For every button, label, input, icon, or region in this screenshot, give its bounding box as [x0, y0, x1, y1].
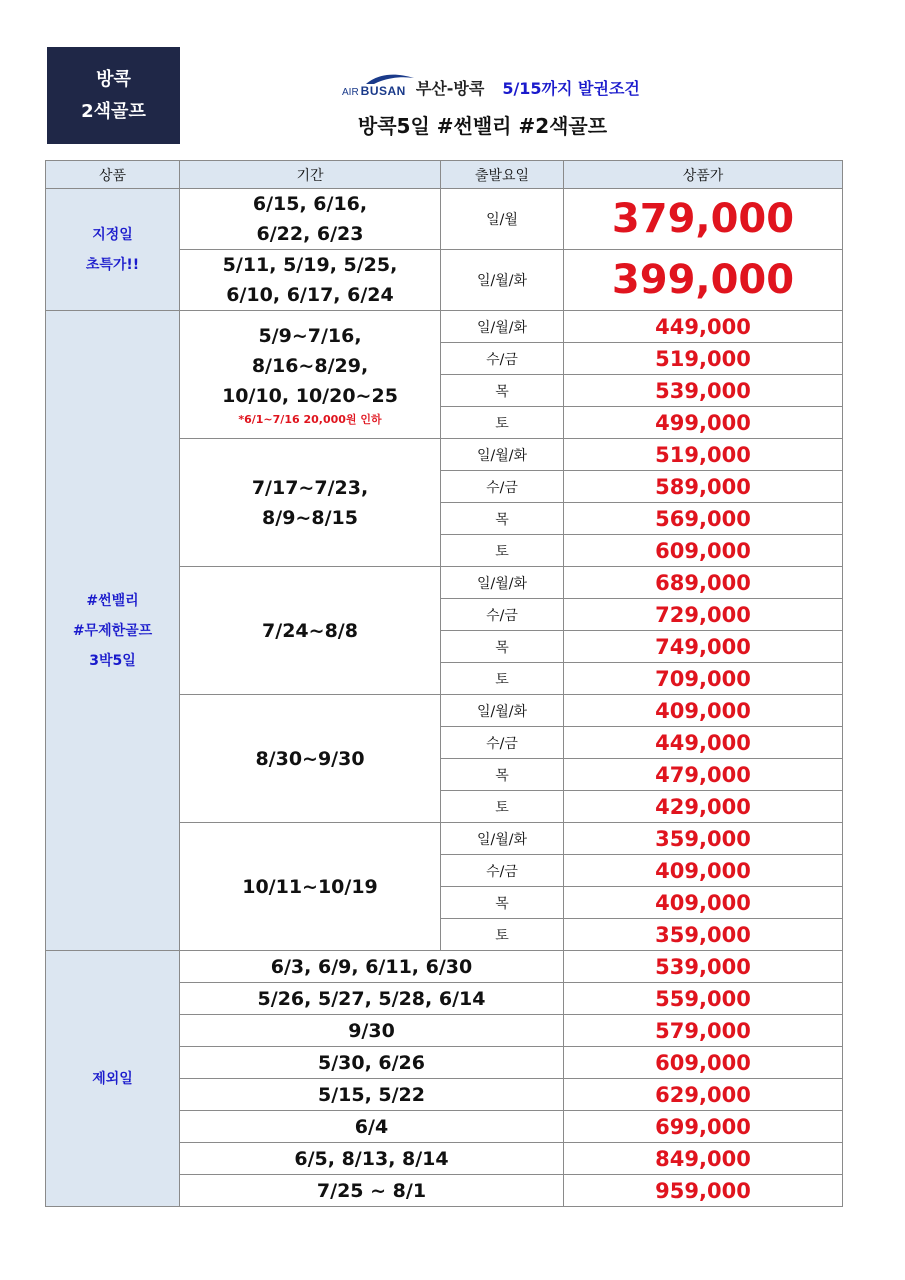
page-subtitle: 방콕5일 #썬밸리 #2색골프: [357, 114, 608, 138]
product-label-excluded: 제외일: [46, 951, 180, 1207]
period-cell: 6/5, 8/13, 8/14: [180, 1143, 564, 1175]
departure-day-cell: 목: [441, 631, 564, 663]
price-cell: 849,000: [564, 1143, 843, 1175]
departure-day-cell: 토: [441, 407, 564, 439]
period-cell: 7/25 ~ 8/1: [180, 1175, 564, 1207]
price-table: [45, 160, 843, 1207]
departure-day-cell: 토: [441, 791, 564, 823]
departure-day-cell: 일/월/화: [441, 567, 564, 599]
departure-day-cell: 토: [441, 663, 564, 695]
price-cell: 409,000: [564, 695, 843, 727]
price-cell: 519,000: [564, 343, 843, 375]
price-cell: 379,000: [564, 189, 843, 250]
logo-air: AIR: [342, 87, 359, 98]
departure-day-cell: 목: [441, 375, 564, 407]
departure-day-cell: 일/월/화: [441, 250, 564, 311]
price-cell: 699,000: [564, 1111, 843, 1143]
period-cell: 9/30: [180, 1015, 564, 1047]
period-cell: 5/15, 5/22: [180, 1079, 564, 1111]
price-cell: 709,000: [564, 663, 843, 695]
price-cell: 609,000: [564, 535, 843, 567]
departure-day-cell: 목: [441, 759, 564, 791]
period-cell: 7/17~7/23, 8/9~8/15: [180, 439, 441, 567]
airbusan-logo: [342, 76, 406, 98]
price-cell: 729,000: [564, 599, 843, 631]
price-cell: 539,000: [564, 951, 843, 983]
price-cell: 959,000: [564, 1175, 843, 1207]
period-cell: 10/11~10/19: [180, 823, 441, 951]
departure-day-cell: 토: [441, 919, 564, 951]
product-label-sunvalley: #썬밸리 #무제한골프 3박5일: [46, 311, 180, 951]
period-cell: 7/24~8/8: [180, 567, 441, 695]
departure-day-cell: 수/금: [441, 855, 564, 887]
price-cell: 499,000: [564, 407, 843, 439]
price-cell: 399,000: [564, 250, 843, 311]
departure-day-cell: 목: [441, 503, 564, 535]
period-cell: 5/9~7/16, 8/16~8/29, 10/10, 10/20~25 *6/1~7/16 20,000원 인하: [180, 311, 441, 439]
table-row: [46, 189, 843, 250]
departure-day-cell: 수/금: [441, 599, 564, 631]
period-cell: 5/26, 5/27, 5/28, 6/14: [180, 983, 564, 1015]
table-row: [46, 311, 843, 343]
period-cell: 6/3, 6/9, 6/11, 6/30: [180, 951, 564, 983]
price-cell: 429,000: [564, 791, 843, 823]
departure-day-cell: 일/월/화: [441, 311, 564, 343]
period-cell: 5/30, 6/26: [180, 1047, 564, 1079]
route-text: 부산-방콕: [415, 78, 485, 98]
price-cell: 409,000: [564, 887, 843, 919]
col-header-price: 상품가: [564, 161, 843, 189]
departure-day-cell: 일/월/화: [441, 439, 564, 471]
period-cell: 6/4: [180, 1111, 564, 1143]
departure-day-cell: 수/금: [441, 343, 564, 375]
price-cell: 479,000: [564, 759, 843, 791]
period-cell: 6/15, 6/16, 6/22, 6/23: [180, 189, 441, 250]
header-line: [342, 72, 640, 102]
price-cell: 579,000: [564, 1015, 843, 1047]
badge-line2: 2색골프: [81, 100, 146, 122]
price-cell: 449,000: [564, 311, 843, 343]
departure-day-cell: 일/월/화: [441, 695, 564, 727]
price-cell: 359,000: [564, 919, 843, 951]
period-cell: 8/30~9/30: [180, 695, 441, 823]
discount-note: *6/1~7/16 20,000원 인하: [238, 412, 382, 426]
logo-busan: BUSAN: [360, 84, 406, 98]
col-header-period: 기간: [180, 161, 441, 189]
table-row: [46, 951, 843, 983]
departure-day-cell: 일/월/화: [441, 823, 564, 855]
price-cell: 449,000: [564, 727, 843, 759]
price-cell: 409,000: [564, 855, 843, 887]
price-cell: 609,000: [564, 1047, 843, 1079]
price-cell: 689,000: [564, 567, 843, 599]
departure-day-cell: 수/금: [441, 471, 564, 503]
departure-day-cell: 일/월: [441, 189, 564, 250]
price-cell: 749,000: [564, 631, 843, 663]
table-header-row: [46, 161, 843, 189]
price-cell: 589,000: [564, 471, 843, 503]
departure-day-cell: 수/금: [441, 727, 564, 759]
price-cell: 359,000: [564, 823, 843, 855]
price-cell: 629,000: [564, 1079, 843, 1111]
price-cell: 519,000: [564, 439, 843, 471]
badge-line1: 방콕: [96, 68, 131, 90]
product-label-special: 지정일 초특가!!: [46, 189, 180, 311]
period-cell: 5/11, 5/19, 5/25, 6/10, 6/17, 6/24: [180, 250, 441, 311]
price-cell: 539,000: [564, 375, 843, 407]
departure-day-cell: 목: [441, 887, 564, 919]
ticketing-condition: 5/15까지 발권조건: [502, 78, 640, 98]
col-header-product: 상품: [46, 161, 180, 189]
price-cell: 559,000: [564, 983, 843, 1015]
price-cell: 569,000: [564, 503, 843, 535]
departure-day-cell: 토: [441, 535, 564, 567]
col-header-departure-day: 출발요일: [441, 161, 564, 189]
bird-logo-icon: [364, 72, 416, 86]
